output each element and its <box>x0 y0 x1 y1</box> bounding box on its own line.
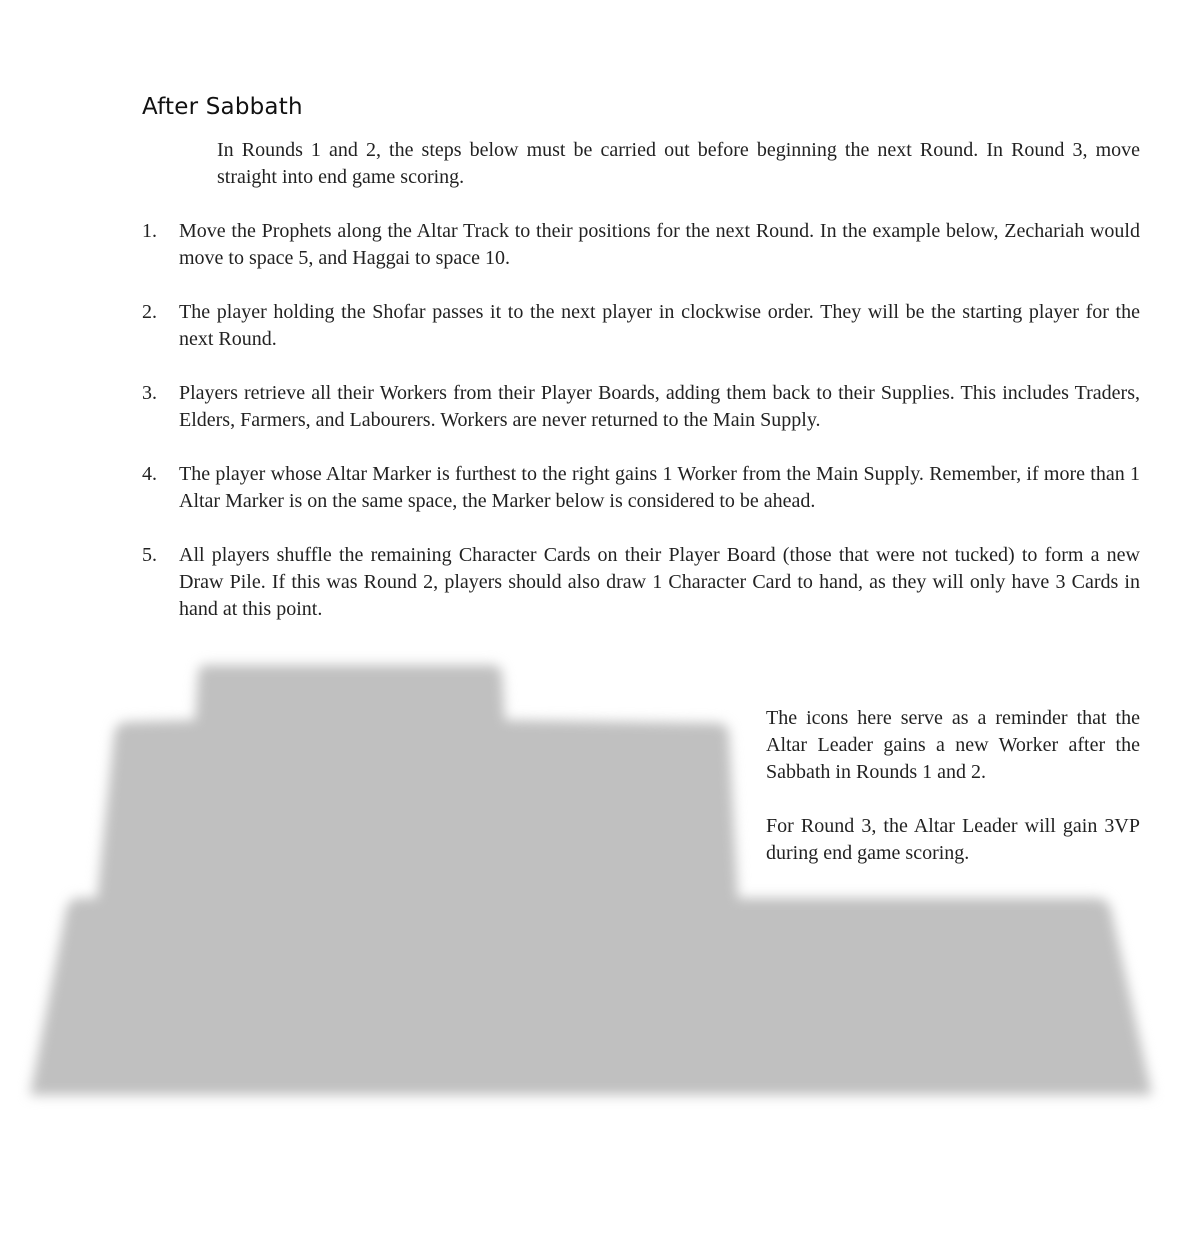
step-text: All players shuffle the remaining Character Cards on their Player Board (those that were not tucked) to form a new Draw Pile. If this was Round 2, players should also draw 1 Character Card to hand, as they will only have 3 Cards in hand at this point. <box>179 544 1140 620</box>
step-number: 4. <box>142 463 157 485</box>
step-item-3 <box>142 380 1140 434</box>
step-text: Players retrieve all their Workers from their Player Boards, adding them back to their Supplies. This includes Traders, Elders, Farmers, and Labourers. Workers are never returned to the Main Supply. <box>179 382 1140 431</box>
step-number: 1. <box>142 220 157 242</box>
intro-paragraph: In Rounds 1 and 2, the steps below must be carried out before beginning the next Round. In Round 3, move straight into end game scoring. <box>217 139 1140 188</box>
step-item-5 <box>142 542 1140 623</box>
step-item-1 <box>142 218 1140 272</box>
step-text: The player holding the Shofar passes it to the next player in clockwise order. They will be the starting player for the next Round. <box>179 301 1140 350</box>
step-number: 3. <box>142 382 157 404</box>
section-title: After Sabbath <box>142 94 303 120</box>
note-paragraph-workers: The icons here serve as a reminder that the Altar Leader gains a new Worker after the Sabbath in Rounds 1 and 2. <box>766 707 1140 783</box>
steps-list <box>142 218 1140 650</box>
step-text: The player whose Altar Marker is furthest to the right gains 1 Worker from the Main Supply. Remember, if more than 1 Altar Marker is on the same space, the Marker below is considered to be ahead. <box>179 463 1140 512</box>
reminder-note <box>766 705 1140 894</box>
step-text: Move the Prophets along the Altar Track to their positions for the next Round. In the example below, Zechariah would move to space 5, and Haggai to space 10. <box>179 220 1140 269</box>
note-paragraph-scoring: For Round 3, the Altar Leader will gain 3VP during end game scoring. <box>766 815 1140 864</box>
step-item-2 <box>142 299 1140 353</box>
step-item-4 <box>142 461 1140 515</box>
step-number: 5. <box>142 544 157 566</box>
step-number: 2. <box>142 301 157 323</box>
